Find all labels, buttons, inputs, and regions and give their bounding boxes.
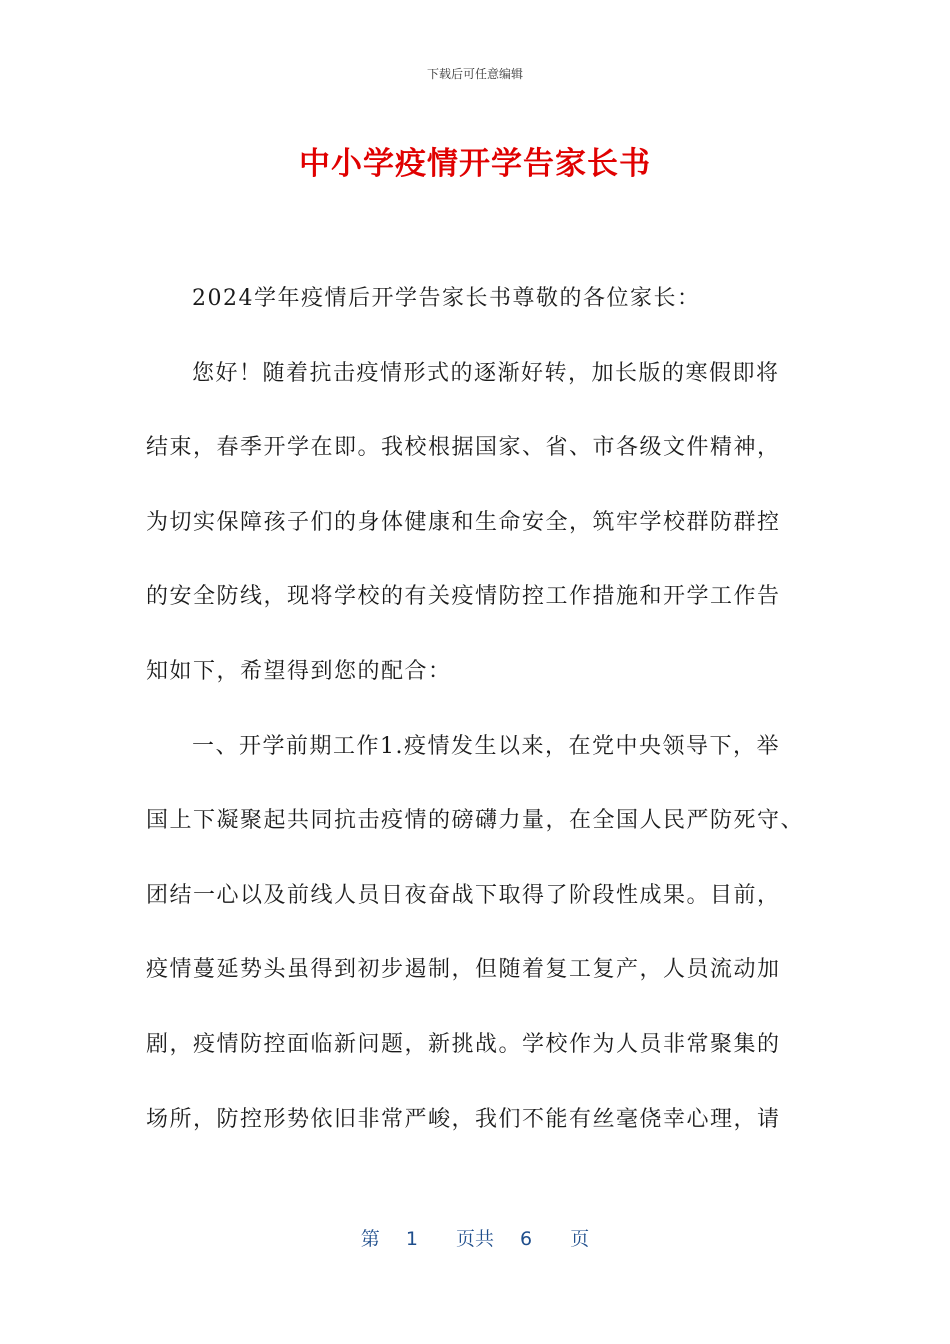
footer-total-pages: 6 bbox=[520, 1228, 533, 1250]
body-line: 知如下，希望得到您的配合： bbox=[146, 658, 452, 684]
footer-prefix: 第 bbox=[360, 1228, 380, 1250]
footer-middle: 页共 bbox=[455, 1228, 494, 1250]
footer-current-page: 1 bbox=[405, 1228, 418, 1250]
body-line: 一、开学前期工作1.疫情发生以来，在党中央领导下，举 bbox=[192, 733, 780, 759]
page-footer bbox=[0, 1226, 950, 1252]
body-line: 剧，疫情防控面临新问题，新挑战。学校作为人员非常聚集的 bbox=[146, 1031, 781, 1057]
body-line: 您好！随着抗击疫情形式的逐渐好转，加长版的寒假即将 bbox=[192, 360, 780, 386]
body-line: 疫情蔓延势头虽得到初步遏制，但随着复工复产，人员流动加 bbox=[146, 957, 781, 983]
body-line: 结束，春季开学在即。我校根据国家、省、市各级文件精神， bbox=[146, 435, 781, 461]
body-line: 的安全防线，现将学校的有关疫情防控工作措施和开学工作告 bbox=[146, 584, 781, 610]
document-title: 中小学疫情开学告家长书 bbox=[299, 146, 651, 182]
body-line: 为切实保障孩子们的身体健康和生命安全，筑牢学校群防群控 bbox=[146, 509, 781, 535]
footer-suffix: 页 bbox=[570, 1228, 590, 1250]
body-line: 场所，防控形势依旧非常严峻，我们不能有丝毫侥幸心理，请 bbox=[146, 1106, 781, 1132]
body-line: 团结一心以及前线人员日夜奋战下取得了阶段性成果。目前， bbox=[146, 882, 781, 908]
body-line: 2024学年疫情后开学告家长书尊敬的各位家长： bbox=[192, 286, 701, 311]
body-line: 国上下凝聚起共同抗击疫情的磅礴力量，在全国人民严防死守、 bbox=[146, 808, 805, 834]
document-body bbox=[146, 262, 810, 1157]
page-header-note: 下载后可任意编辑 bbox=[426, 67, 523, 81]
